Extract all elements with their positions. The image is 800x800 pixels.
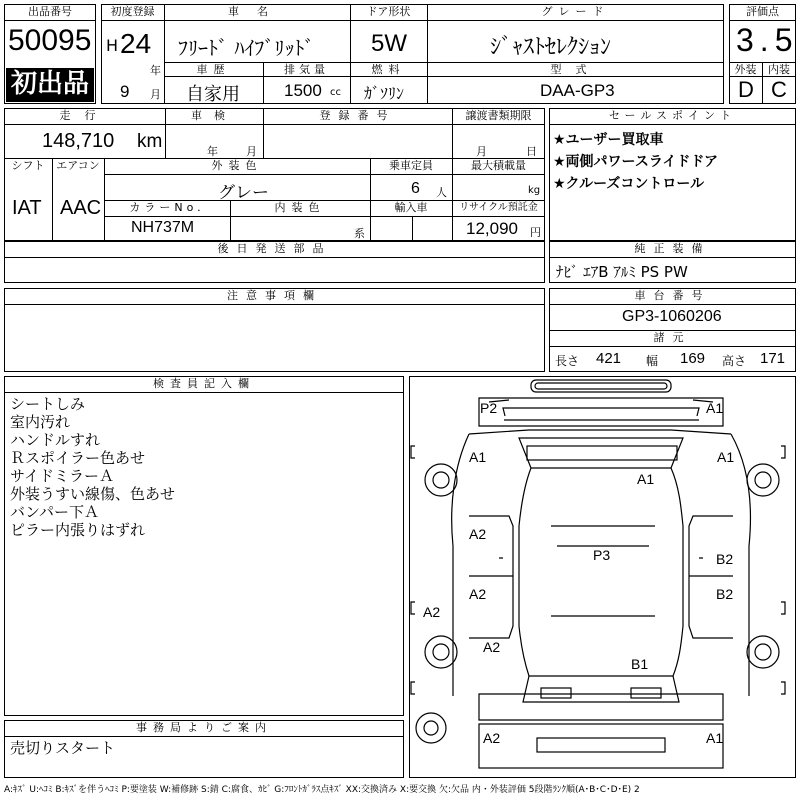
history-label: 車歴	[196, 63, 231, 76]
inspection-label: 車検	[191, 109, 237, 122]
damage-a2-front-left-door: A2	[469, 526, 487, 542]
office-label: 事務局よりご案内	[136, 721, 272, 734]
inspector-line-5: サイドミラーＡ	[10, 467, 114, 485]
mileage-label: 走行	[59, 109, 110, 122]
damage-a2-rear-left-door: A2	[469, 586, 487, 602]
inspector-label: 検査員記入欄	[153, 377, 255, 390]
int-color-label: 内装色	[274, 201, 326, 214]
max-load-label: 最大積載量	[471, 159, 526, 172]
notes-label: 注意事項欄	[227, 289, 322, 302]
int-color-suffix: 系	[354, 227, 365, 240]
sales-point-3: ★クルーズコントロール	[553, 176, 705, 192]
legend: A:ｷｽﾞ U:ﾍｺﾐ B:ｷｽﾞを伴うﾍｺﾐ P:要塗装 W:補修跡 S:錆 C:腐食、ｶﾋﾞ G:ﾌﾛﾝﾄｶﾞﾗｽ点ｷｽﾞ XX:交換済み X:要交換 欠:欠品 内・外装評価 5段階ﾗﾝｸ順(A･B･C･D･E) 2	[4, 785, 640, 795]
max-load-unit: kg	[528, 185, 541, 196]
fuel: ｶﾞｿﾘﾝ	[364, 84, 405, 103]
grade: ｼﾞｬｽﾄｾﾚｸｼｮﾝ	[490, 35, 612, 60]
length: 421	[596, 350, 622, 367]
exterior-grade: D	[738, 77, 754, 102]
grade-label: グレード	[541, 5, 610, 18]
chassis-number: GP3-1060206	[622, 308, 722, 325]
aircon: AAC	[60, 197, 102, 219]
damage-a1-right: A1	[717, 449, 735, 465]
inspector-line-8: ピラー内張りはずれ	[10, 521, 146, 539]
width: 169	[680, 350, 706, 367]
import-label: 輸入車	[394, 201, 428, 214]
door: 5W	[371, 30, 407, 57]
height-label: 高さ	[722, 354, 747, 368]
sales-points-label: セールスポイント	[608, 109, 736, 122]
sales-point-1: ★ユーザー買取車	[553, 132, 664, 148]
color-no-label: カラーNo.	[129, 201, 205, 214]
interior-grade: C	[771, 77, 787, 102]
inspector-line-3: ハンドルすれ	[10, 431, 101, 449]
transfer-month-unit: 月	[476, 145, 487, 158]
ext-color-label: 外装色	[211, 159, 263, 172]
color-no: NH737M	[131, 219, 195, 236]
inspection-year-unit: 年	[207, 145, 218, 158]
transfer-deadline-label: 譲渡書類期限	[465, 109, 532, 122]
inspection-month-unit: 月	[246, 145, 257, 158]
exterior-grade-label: 外装	[734, 63, 757, 76]
equipment-label: 純正装備	[634, 242, 711, 255]
damage-b1-rear: B1	[631, 656, 649, 672]
displacement-unit: cc	[330, 87, 341, 98]
aircon-label: エアコン	[56, 159, 100, 172]
fuel-label: 燃料	[371, 63, 406, 76]
displacement: 1500	[284, 81, 322, 100]
damage-a2-rear-bumper: A2	[483, 730, 501, 746]
damage-a2-quarter: A2	[483, 639, 501, 655]
damage-a2-side: A2	[423, 604, 441, 620]
damage-a1-hood: A1	[637, 471, 655, 487]
ext-color: グレー	[218, 183, 269, 203]
damage-a1-left: A1	[469, 449, 487, 465]
damage-b2-front-right-door: B2	[716, 551, 734, 567]
damage-p2: P2	[480, 400, 498, 416]
length-label: 長さ	[555, 354, 580, 368]
later-parts-label: 後日発送部品	[217, 242, 332, 255]
score: 3.5	[736, 22, 799, 58]
damage-b2-rear-right-door: B2	[716, 586, 734, 602]
transfer-day-unit: 日	[526, 145, 537, 158]
damage-a1-front-right: A1	[706, 400, 724, 416]
damage-p3-roof: P3	[593, 547, 611, 563]
model-label: 型式	[550, 63, 601, 76]
month-unit: 月	[150, 88, 161, 101]
width-label: 幅	[646, 354, 659, 368]
first-reg-month: 9	[120, 82, 130, 101]
equipment: ﾅﾋﾞ ｴｱB ｱﾙﾐ PS PW	[556, 263, 688, 281]
car-name: ﾌﾘｰﾄﾞ ﾊｲﾌﾞﾘｯﾄﾞ	[178, 36, 315, 60]
inspector-line-2: 室内汚れ	[10, 413, 71, 431]
inspector-line-6: 外装うすい線傷、色あせ	[10, 485, 176, 503]
first-reg-year: 24	[120, 28, 152, 59]
first-reg-label: 初度登録	[110, 5, 155, 18]
mileage-unit: km	[137, 131, 163, 152]
shift: IAT	[12, 197, 42, 219]
year-unit: 年	[150, 64, 161, 77]
model: DAA-GP3	[540, 81, 615, 100]
history: 自家用	[186, 84, 240, 105]
recycle: 12,090	[466, 219, 518, 238]
dims-label: 諸元	[653, 331, 692, 344]
lot-number: 50095	[8, 24, 92, 57]
door-label: ドア形状	[366, 5, 411, 18]
capacity-label: 乗車定員	[389, 159, 433, 172]
displacement-label: 排気量	[284, 63, 329, 76]
score-label: 評価点	[746, 5, 779, 18]
recycle-unit: 円	[530, 226, 541, 239]
capacity-unit: 人	[436, 186, 447, 199]
era: H	[106, 36, 119, 55]
damage-a1-rear-right: A1	[706, 730, 724, 746]
capacity: 6	[411, 180, 420, 197]
inspector-line-7: バンパー下Ａ	[10, 503, 99, 521]
lot-number-label: 出品番号	[28, 5, 72, 18]
first-listing-badge: 初出品	[6, 68, 94, 102]
shift-label: シフト	[11, 159, 45, 172]
office-note: 売切りスタート	[10, 739, 116, 757]
height: 171	[760, 350, 786, 367]
inspector-line-1: シートしみ	[10, 395, 86, 413]
mileage: 148,710	[42, 130, 115, 152]
recycle-label: リサイクル預託金	[459, 202, 538, 213]
sales-point-2: ★両側パワースライドドア	[553, 154, 719, 170]
chassis-label: 車台番号	[634, 289, 711, 302]
car-name-label: 車名	[228, 5, 286, 18]
car-diagram	[409, 376, 796, 778]
reg-no-label: 登録番号	[319, 109, 396, 122]
interior-grade-label: 内装	[768, 63, 790, 76]
inspector-line-4: Ｒスポイラー色あせ	[10, 449, 146, 467]
